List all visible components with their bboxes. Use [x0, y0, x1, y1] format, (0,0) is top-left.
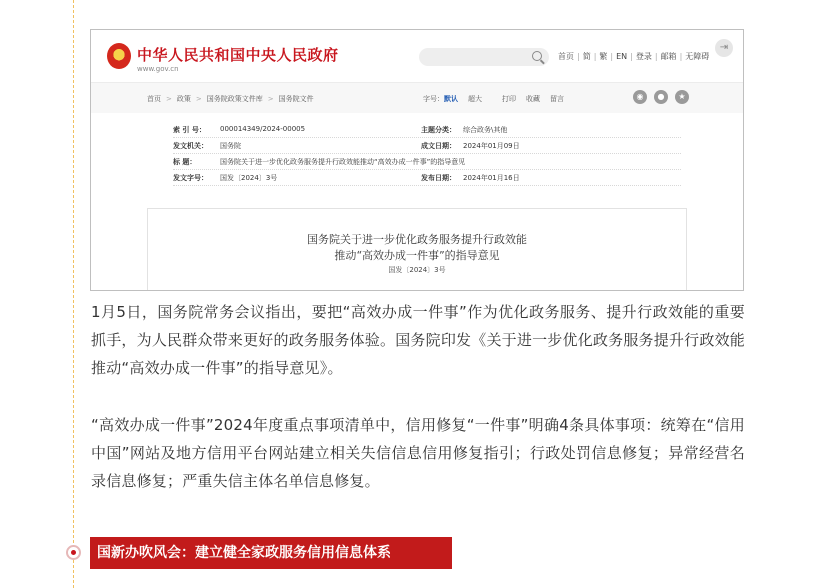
search-input[interactable]	[419, 48, 549, 66]
document-meta-table	[173, 122, 681, 186]
index-label: 索 引 号：	[173, 126, 206, 134]
breadcrumb-policy-library[interactable]: 国务院政策文件库	[206, 95, 263, 103]
breadcrumb-state-council-docs[interactable]: 国务院文件	[278, 95, 314, 103]
search-icon[interactable]	[532, 51, 542, 61]
breadcrumb: 首页 > 政策 > 国务院政策文件库 > 国务院文件	[147, 95, 314, 103]
meta-row	[173, 138, 681, 154]
print-button[interactable]: 打印	[502, 95, 516, 103]
wechat-share-icon[interactable]: ●	[654, 90, 668, 104]
exit-icon[interactable]: ⇥	[715, 39, 733, 57]
link-accessibility[interactable]: 无障碍	[685, 52, 710, 61]
link-mail[interactable]: 邮箱	[660, 52, 677, 61]
date-created-label: 成文日期：	[421, 142, 456, 150]
link-simplified[interactable]: 简	[582, 52, 591, 61]
weibo-share-icon[interactable]: ◉	[633, 90, 647, 104]
timeline-dot-icon	[66, 545, 81, 560]
link-english[interactable]: EN	[616, 52, 628, 61]
date-published-value: 2024年01月16日	[463, 174, 520, 182]
category-label: 主题分类：	[421, 126, 456, 134]
link-home[interactable]: 首页	[558, 52, 574, 61]
timeline-dotted-line	[73, 0, 74, 588]
doc-no-value: 国发〔2024〕3号	[220, 174, 278, 182]
breadcrumb-home[interactable]: 首页	[147, 95, 161, 103]
comment-button[interactable]: 留言	[550, 95, 564, 103]
font-default-button[interactable]: 默认	[444, 95, 458, 103]
title-label: 标 题：	[173, 158, 197, 166]
font-large-button[interactable]: 超大	[468, 95, 482, 103]
meta-row	[173, 122, 681, 138]
gov-header	[91, 30, 743, 82]
nav-bar	[91, 82, 743, 113]
section-heading: 国新办吹风会：建立健全家政服务信用信息体系	[90, 537, 452, 569]
meta-row	[173, 170, 681, 186]
site-title: 中华人民共和国中央人民政府	[137, 46, 339, 64]
category-value: 综合政务\其他	[463, 126, 508, 134]
site-url: www.gov.cn	[137, 65, 179, 73]
title-value: 国务院关于进一步优化政务服务提升行政效能推动“高效办成一件事”的指导意见	[220, 158, 466, 166]
meta-row	[173, 154, 681, 170]
gov-page-screenshot	[90, 29, 744, 291]
date-created-value: 2024年01月09日	[463, 142, 520, 150]
favorite-button[interactable]: 收藏	[526, 95, 540, 103]
link-login[interactable]: 登录	[635, 52, 652, 61]
article-paragraph-1: 1月5日，国务院常务会议指出，要把“高效办成一件事”作为优化政务服务、提升行政效能的重要抓手，为人民群众带来更好的政务服务体验。国务院印发《关于进一步优化政务服务提升行政效能推动“高效办成一件事”的指导意见》。	[91, 303, 745, 377]
document-number: 国发〔2024〕3号	[388, 266, 446, 274]
font-size-label: 字号：	[423, 95, 444, 103]
date-published-label: 发布日期：	[421, 174, 456, 182]
doc-no-label: 发文字号：	[173, 174, 208, 182]
qzone-share-icon[interactable]: ★	[675, 90, 689, 104]
link-traditional[interactable]: 繁	[599, 52, 608, 61]
top-links: 首页 | 简 | 繁 | EN | 登录 | 邮箱 | 无障碍	[558, 52, 710, 61]
article-paragraph-2: “高效办成一件事”2024年度重点事项清单中，信用修复“一件事”明确4条具体事项：统筹在“信用中国”网站及地方信用平台网站建立相关失信信息信用修复指引；行政处罚信息修复；异常经营名录信息修复；严重失信主体名单信息修复。	[91, 416, 745, 490]
national-emblem-icon	[107, 43, 131, 69]
document-body	[147, 208, 687, 291]
document-title-line1: 国务院关于进一步优化政务服务提升行政效能	[307, 233, 527, 246]
breadcrumb-policy[interactable]: 政策	[176, 95, 191, 103]
document-title-line2: 推动“高效办成一件事”的指导意见	[334, 249, 500, 262]
index-value: 000014349/2024-00005	[220, 125, 306, 133]
issuer-label: 发文机关：	[173, 142, 208, 150]
page-tools	[423, 94, 564, 104]
issuer-value: 国务院	[220, 142, 241, 150]
